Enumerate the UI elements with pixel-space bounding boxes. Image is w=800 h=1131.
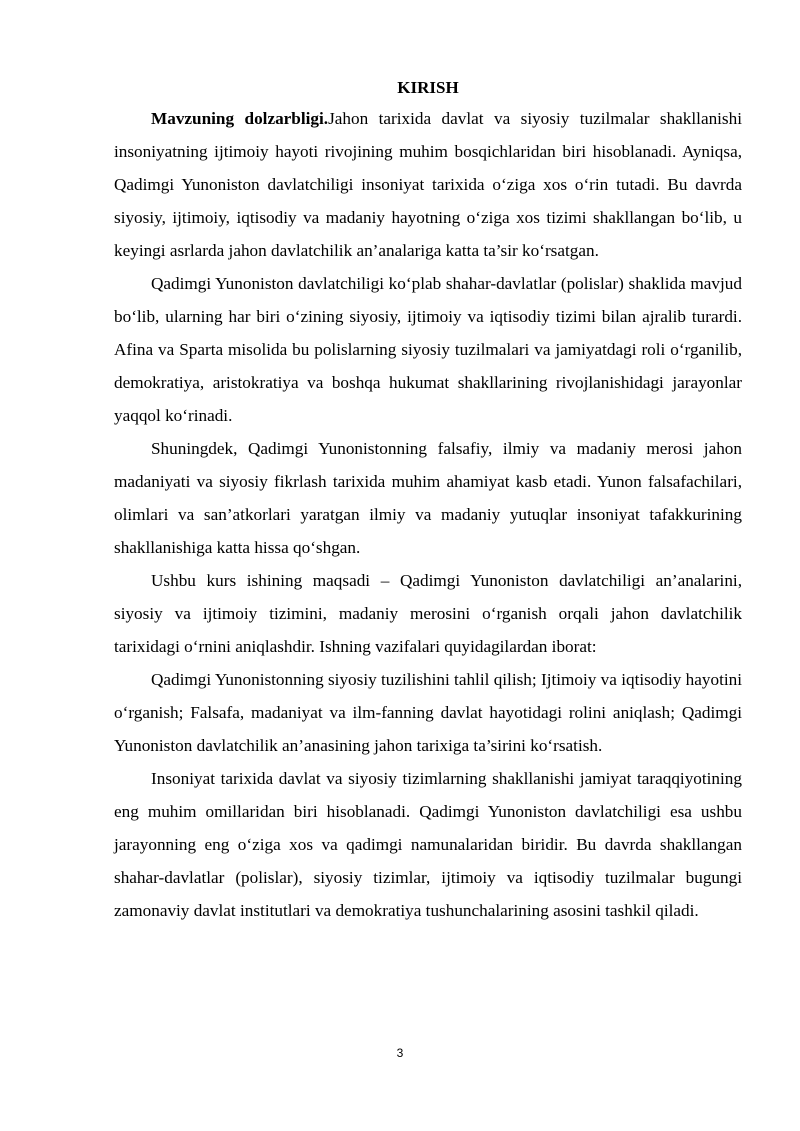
paragraph-text: Jahon tarixida davlat va siyosiy tuzilmalar shakllanishi insoniyatning ijtimoiy hayoti rivojining muhim bosqichlaridan biri hisoblanadi. Ayniqsa, Qadimgi Yunoniston davlatchiligi insoniyat tarixida o‘ziga xos o‘rin tutadi. Bu davrda siyosiy, ijtimoiy, iqtisodiy va madaniy hayotning o‘ziga xos tizimi shakllangan bo‘lib, u keyingi asrlarda jahon davlatchilik an’analariga katta ta’sir ko‘rsatgan. (114, 109, 742, 260)
page-heading: KIRISH (397, 78, 459, 97)
paragraph-goal: Ushbu kurs ishining maqsadi – Qadimgi Yunoniston davlatchiligi an’analarini, siyosiy va ijtimoiy tizimini, madaniy merosini o‘rganish orqali jahon davlatchilik tarixidagi o‘rnini aniqlashdir. Ishning vazifalari quyidagilardan iborat: (114, 571, 742, 656)
page-number: 3 (396, 1046, 404, 1060)
paragraph-conclusion: Insoniyat tarixida davlat va siyosiy tizimlarning shakllanishi jamiyat taraqqiyotining eng muhim omillaridan biri hisoblanadi. Qadimgi Yunoniston davlatchiligi esa ushbu jarayonning eng o‘ziga xos va qadimgi namunalaridan biridir. Bu davrda shakllangan shahar-davlatlar (polislar), siyosiy tizimlar, ijtimoiy va iqtisodiy tuzilmalar bugungi zamonaviy davlat institutlari va demokratiya tushunchalarining asosini tashkil qiladi. (114, 769, 742, 920)
paragraph-lead: Mavzuning dolzarbligi. (151, 109, 329, 128)
page-content (114, 78, 742, 927)
paragraph-heritage: Shuningdek, Qadimgi Yunonistonning falsafiy, ilmiy va madaniy merosi jahon madaniyati va siyosiy fikrlash tarixida muhim ahamiyat kasb etadi. Yunon falsafachilari, olimlari va san’atkorlari yaratgan ilmiy va madaniy yutuqlar insoniyat tafakkurining shakllanishiga katta hissa qo‘shgan. (114, 439, 742, 557)
paragraph-tasks: Qadimgi Yunonistonning siyosiy tuzilishini tahlil qilish; Ijtimoiy va iqtisodiy hayotini o‘rganish; Falsafa, madaniyat va ilm-fanning davlat hayotidagi rolini aniqlash; Qadimgi Yunoniston davlatchilik an’anasining jahon tarixiga ta’sirini ko‘rsatish. (114, 670, 742, 755)
paragraph-relevance (114, 102, 742, 267)
paragraph-polis: Qadimgi Yunoniston davlatchiligi ko‘plab shahar-davlatlar (polislar) shaklida mavjud bo‘lib, ularning har biri o‘zining siyosiy, ijtimoiy va iqtisodiy tizimi bilan ajralib turardi. Afina va Sparta misolida bu polislarning siyosiy tuzilmalari va jamiyatdagi roli o‘rganilib, demokratiya, aristokratiya va boshqa hukumat shakllarining rivojlanishidagi jarayonlar yaqqol ko‘rinadi. (114, 274, 742, 425)
